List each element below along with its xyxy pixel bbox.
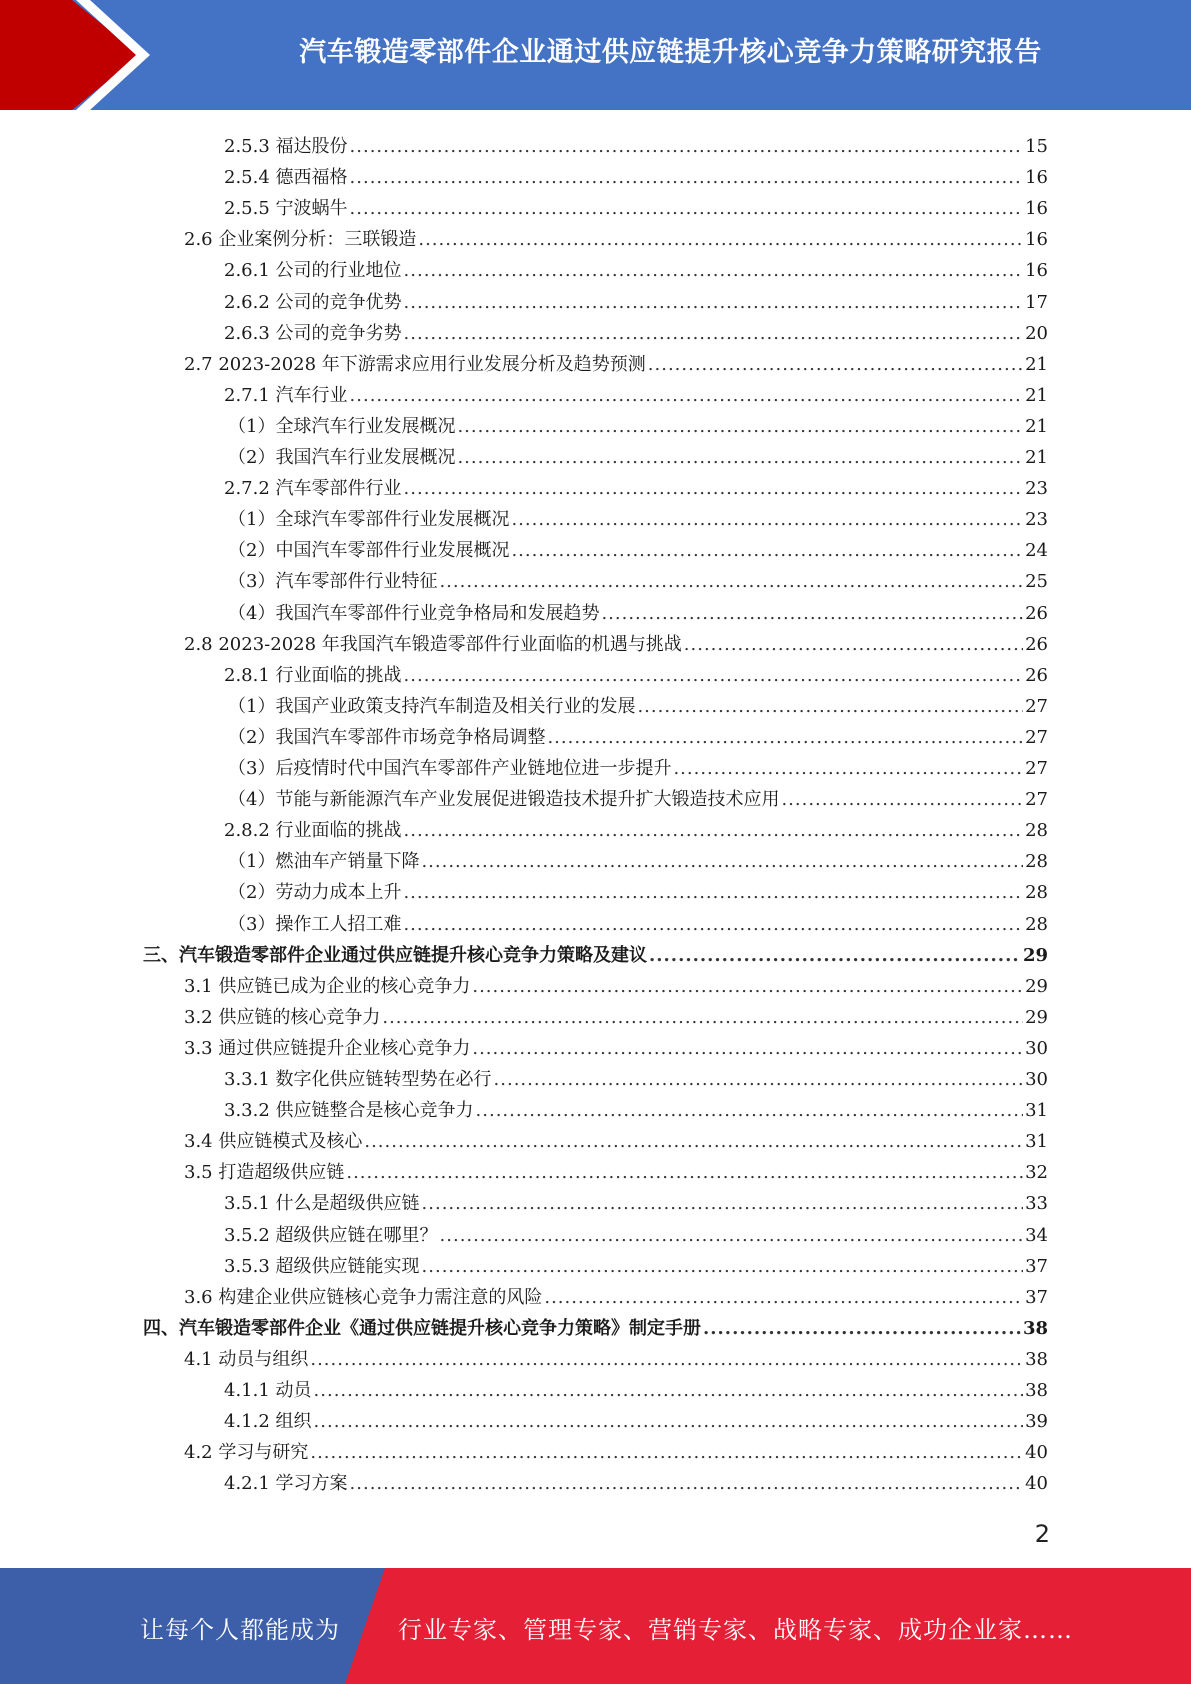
- toc-entry-page: 28: [1025, 820, 1048, 842]
- toc-entry-page: 37: [1025, 1255, 1048, 1277]
- header-red-arrow-decoration: [0, 0, 140, 110]
- toc-entry-label: （1）我国产业政策支持汽车制造及相关行业的发展: [228, 695, 636, 717]
- toc-entry[interactable]: [228, 688, 1048, 718]
- toc-dot-leader: [457, 447, 1023, 469]
- toc-entry-page: 23: [1025, 509, 1048, 531]
- toc-entry-label: 2.6.3 公司的竞争劣势: [224, 322, 402, 344]
- toc-dot-leader: [310, 1349, 1023, 1371]
- toc-dot-leader: [404, 665, 1024, 687]
- toc-entry-page: 20: [1025, 322, 1048, 344]
- toc-entry[interactable]: [228, 750, 1048, 780]
- toc-entry[interactable]: [184, 1154, 1048, 1184]
- toc-entry-label: 3.5.2 超级供应链在哪里？: [224, 1224, 438, 1246]
- toc-dot-leader: [637, 696, 1023, 718]
- toc-dot-leader: [601, 603, 1023, 625]
- toc-entry-label: 3.5 打造超级供应链: [184, 1162, 345, 1184]
- toc-dot-leader: [457, 416, 1023, 438]
- toc-entry-page: 27: [1025, 758, 1048, 779]
- toc-entry[interactable]: [228, 781, 1048, 811]
- toc-dot-leader: [364, 1131, 1023, 1153]
- toc-entry[interactable]: [224, 1185, 1048, 1215]
- toc-dot-leader: [511, 509, 1023, 531]
- toc-entry-label: 4.2.1 学习方案: [224, 1473, 348, 1495]
- toc-entry-page: 27: [1025, 695, 1048, 717]
- toc-entry-label: 4.1 动员与组织: [184, 1348, 309, 1370]
- toc-entry-label: 2.7.2 汽车零部件行业: [224, 478, 402, 500]
- toc-entry[interactable]: [184, 1341, 1048, 1371]
- toc-entry-label: （2）劳动力成本上升: [228, 882, 402, 904]
- toc-dot-leader: [439, 571, 1023, 593]
- toc-entry[interactable]: [228, 874, 1048, 904]
- toc-entry-page: 16: [1025, 167, 1048, 189]
- toc-entry-page: 21: [1025, 353, 1048, 375]
- toc-entry[interactable]: [184, 1279, 1048, 1309]
- toc-dot-leader: [422, 1193, 1024, 1215]
- toc-entry[interactable]: [184, 346, 1048, 376]
- toc-dot-leader: [547, 727, 1023, 749]
- toc-entry[interactable]: [224, 159, 1048, 189]
- toc-entry-page: 32: [1025, 1162, 1048, 1184]
- toc-entry-page: 17: [1025, 291, 1048, 313]
- toc-entry[interactable]: [184, 1030, 1048, 1060]
- toc-entry-label: 2.8.1 行业面临的挑战: [224, 664, 402, 686]
- toc-dot-leader: [404, 260, 1024, 282]
- toc-entry[interactable]: [228, 563, 1048, 593]
- toc-dot-leader: [382, 1007, 1023, 1029]
- toc-dot-leader: [649, 945, 1021, 967]
- toc-entry[interactable]: [184, 1434, 1048, 1464]
- toc-entry-page: 30: [1025, 1037, 1048, 1059]
- toc-entry-page: 28: [1025, 851, 1048, 873]
- toc-entry[interactable]: [224, 1217, 1048, 1247]
- toc-entry-label: 3.4 供应链模式及核心: [184, 1131, 363, 1153]
- toc-entry[interactable]: [224, 284, 1048, 314]
- toc-entry-page: 37: [1025, 1286, 1048, 1308]
- toc-entry[interactable]: [184, 626, 1048, 656]
- toc-dot-leader: [404, 323, 1024, 345]
- toc-entry-label: 3.5.1 什么是超级供应链: [224, 1193, 420, 1215]
- toc-entry-page: 26: [1025, 602, 1048, 624]
- toc-entry-page: 23: [1025, 478, 1048, 500]
- toc-entry-page: 16: [1025, 260, 1048, 282]
- toc-entry-label: 3.2 供应链的核心竞争力: [184, 1006, 381, 1028]
- toc-entry[interactable]: [224, 315, 1048, 345]
- toc-entry-page: 29: [1022, 944, 1048, 966]
- toc-entry[interactable]: [224, 1061, 1048, 1091]
- toc-entry[interactable]: [228, 439, 1048, 469]
- toc-entry[interactable]: [224, 812, 1048, 842]
- toc-entry-label: 2.7 2023-2028 年下游需求应用行业发展分析及趋势预测: [184, 353, 646, 375]
- toc-entry-page: 38: [1025, 1348, 1048, 1370]
- toc-dot-leader: [403, 914, 1023, 936]
- toc-entry-label: （3）操作工人招工难: [228, 913, 402, 935]
- toc-entry-label: （2）中国汽车零部件行业发展概况: [228, 540, 510, 562]
- toc-entry[interactable]: [228, 532, 1048, 562]
- toc-dot-leader: [314, 1411, 1024, 1433]
- toc-dot-leader: [476, 1100, 1024, 1122]
- toc-entry-page: 38: [1025, 1380, 1048, 1401]
- toc-dot-leader: [404, 820, 1024, 842]
- toc-entry-page: 31: [1025, 1131, 1048, 1153]
- toc-entry-page: 33: [1025, 1193, 1048, 1215]
- toc-entry-page: 31: [1025, 1100, 1048, 1122]
- toc-entry-label: 2.8 2023-2028 年我国汽车锻造零部件行业面临的机遇与挑战: [184, 633, 682, 655]
- toc-entry[interactable]: [224, 657, 1048, 687]
- toc-dot-leader: [544, 1287, 1023, 1309]
- toc-entry-label: （3）后疫情时代中国汽车零部件产业链地位进一步提升: [228, 758, 672, 779]
- toc-entry-label: （2）我国汽车零部件市场竞争格局调整: [228, 726, 546, 748]
- toc-entry-page: 21: [1025, 384, 1048, 406]
- toc-entry[interactable]: [224, 190, 1048, 220]
- toc-entry-label: 2.6.1 公司的行业地位: [224, 260, 402, 282]
- toc-entry[interactable]: [228, 501, 1048, 531]
- toc-entry-label: 3.1 供应链已成为企业的核心竞争力: [184, 975, 471, 997]
- toc-entry-label: 2.6.2 公司的竞争优势: [224, 291, 402, 313]
- toc-entry[interactable]: [184, 1123, 1048, 1153]
- toc-entry-page: 29: [1025, 975, 1048, 997]
- toc-dot-leader: [422, 1256, 1024, 1278]
- toc-entry-page: 24: [1025, 540, 1048, 562]
- toc-entry-label: 3.3.1 数字化供应链转型势在必行: [224, 1069, 492, 1090]
- toc-dot-leader: [648, 354, 1023, 376]
- toc-dot-leader: [421, 851, 1023, 873]
- toc-dot-leader: [404, 478, 1024, 500]
- toc-entry[interactable]: [224, 1465, 1048, 1495]
- toc-entry-page: 30: [1025, 1069, 1048, 1090]
- toc-entry-label: （3）汽车零部件行业特征: [228, 571, 438, 593]
- toc-dot-leader: [350, 167, 1024, 189]
- footer-slogan-left: 让每个人都能成为: [140, 1616, 340, 1644]
- toc-entry-page: 28: [1025, 882, 1048, 904]
- toc-entry-page: 15: [1025, 136, 1048, 157]
- toc-dot-leader: [350, 385, 1024, 407]
- toc-dot-leader: [418, 229, 1023, 251]
- toc-entry-page: 26: [1025, 633, 1048, 655]
- toc-entry[interactable]: [228, 906, 1048, 936]
- footer-slogan-right: 行业专家、管理专家、营销专家、战略专家、成功企业家……: [398, 1616, 1073, 1644]
- toc-entry-page: 16: [1025, 229, 1048, 251]
- toc-entry-page: 38: [1022, 1317, 1048, 1339]
- toc-entry[interactable]: [224, 1248, 1048, 1278]
- toc-entry-page: 28: [1025, 913, 1048, 935]
- toc-entry-label: 四、汽车锻造零部件企业《通过供应链提升核心竞争力策略》制定手册: [143, 1317, 701, 1339]
- toc-entry[interactable]: [228, 595, 1048, 625]
- toc-entry-label: 2.5.5 宁波蜗牛: [224, 198, 348, 220]
- report-title: 汽车锻造零部件企业通过供应链提升核心竞争力策略研究报告: [299, 37, 1042, 68]
- toc-entry-label: 2.5.3 福达股份: [224, 136, 348, 157]
- toc-entry[interactable]: [224, 1403, 1048, 1433]
- toc-entry-page: 27: [1025, 789, 1048, 811]
- toc-entry-page: 27: [1025, 726, 1048, 748]
- toc-entry[interactable]: [224, 128, 1048, 158]
- toc-entry-page: 40: [1025, 1442, 1048, 1464]
- toc-entry-page: 21: [1025, 447, 1048, 468]
- toc-entry[interactable]: [184, 221, 1048, 251]
- toc-entry[interactable]: [228, 843, 1048, 873]
- toc-entry-label: （1）燃油车产销量下降: [228, 851, 420, 873]
- toc-entry[interactable]: [224, 1372, 1048, 1402]
- toc-entry-label: 3.3.2 供应链整合是核心竞争力: [224, 1100, 474, 1122]
- toc-entry-label: （2）我国汽车行业发展概况: [228, 447, 456, 468]
- toc-entry-page: 40: [1025, 1473, 1048, 1495]
- toc-entry-page: 21: [1025, 415, 1048, 437]
- page-footer: [0, 1568, 1191, 1684]
- toc-entry-label: 3.6 构建企业供应链核心竞争力需注意的风险: [184, 1286, 543, 1308]
- toc-dot-leader: [350, 1473, 1024, 1495]
- toc-entry[interactable]: [228, 408, 1048, 438]
- toc-entry-page: 25: [1025, 571, 1048, 593]
- toc-entry-label: （4）节能与新能源汽车产业发展促进锻造技术提升扩大锻造技术应用: [228, 789, 780, 811]
- toc-entry-label: 2.8.2 行业面临的挑战: [224, 820, 402, 842]
- toc-entry[interactable]: [143, 1310, 1048, 1340]
- toc-entry-page: 16: [1025, 198, 1048, 220]
- toc-entry-label: 3.3 通过供应链提升企业核心竞争力: [184, 1037, 471, 1059]
- toc-dot-leader: [511, 540, 1023, 562]
- toc-dot-leader: [346, 1162, 1023, 1184]
- toc-dot-leader: [684, 634, 1023, 656]
- page-header: [0, 0, 1191, 110]
- toc-entry-label: 3.5.3 超级供应链能实现: [224, 1255, 420, 1277]
- toc-entry[interactable]: [228, 719, 1048, 749]
- toc-entry-label: 2.5.4 德西福格: [224, 167, 348, 189]
- toc-dot-leader: [673, 758, 1023, 780]
- toc-entry[interactable]: [224, 470, 1048, 500]
- toc-dot-leader: [350, 136, 1024, 158]
- toc-entry-label: （1）全球汽车行业发展概况: [228, 415, 456, 437]
- toc-entry-page: 26: [1025, 664, 1048, 686]
- toc-dot-leader: [703, 1318, 1021, 1340]
- toc-entry-page: 39: [1025, 1411, 1048, 1433]
- toc-dot-leader: [472, 976, 1023, 998]
- toc-entry[interactable]: [224, 377, 1048, 407]
- toc-entry[interactable]: [184, 999, 1048, 1029]
- toc-entry-label: 2.7.1 汽车行业: [224, 384, 348, 406]
- toc-dot-leader: [472, 1038, 1023, 1060]
- toc-entry-page: 29: [1025, 1006, 1048, 1028]
- toc-dot-leader: [350, 198, 1024, 220]
- toc-dot-leader: [403, 882, 1023, 904]
- page-number: 2: [1034, 1520, 1050, 1548]
- toc-entry-label: 4.2 学习与研究: [184, 1442, 309, 1464]
- toc-entry-label: 4.1.1 动员: [224, 1380, 312, 1401]
- toc-entry[interactable]: [224, 1092, 1048, 1122]
- toc-dot-leader: [494, 1069, 1024, 1091]
- toc-dot-leader: [404, 292, 1024, 314]
- toc-dot-leader: [781, 789, 1023, 811]
- toc-entry[interactable]: [184, 968, 1048, 998]
- toc-dot-leader: [310, 1442, 1023, 1464]
- toc-entry[interactable]: [143, 937, 1048, 967]
- toc-dot-leader: [314, 1380, 1024, 1402]
- toc-entry-label: 4.1.2 组织: [224, 1411, 312, 1433]
- toc-entry-page: 34: [1025, 1224, 1048, 1246]
- toc-entry-label: 2.6 企业案例分析：三联锻造: [184, 229, 417, 251]
- toc-entry[interactable]: [224, 252, 1048, 282]
- toc-entry-label: 三、汽车锻造零部件企业通过供应链提升核心竞争力策略及建议: [143, 944, 647, 966]
- toc-entry-label: （4）我国汽车零部件行业竞争格局和发展趋势: [228, 602, 600, 624]
- toc-entry-label: （1）全球汽车零部件行业发展概况: [228, 509, 510, 531]
- toc-dot-leader: [440, 1225, 1024, 1247]
